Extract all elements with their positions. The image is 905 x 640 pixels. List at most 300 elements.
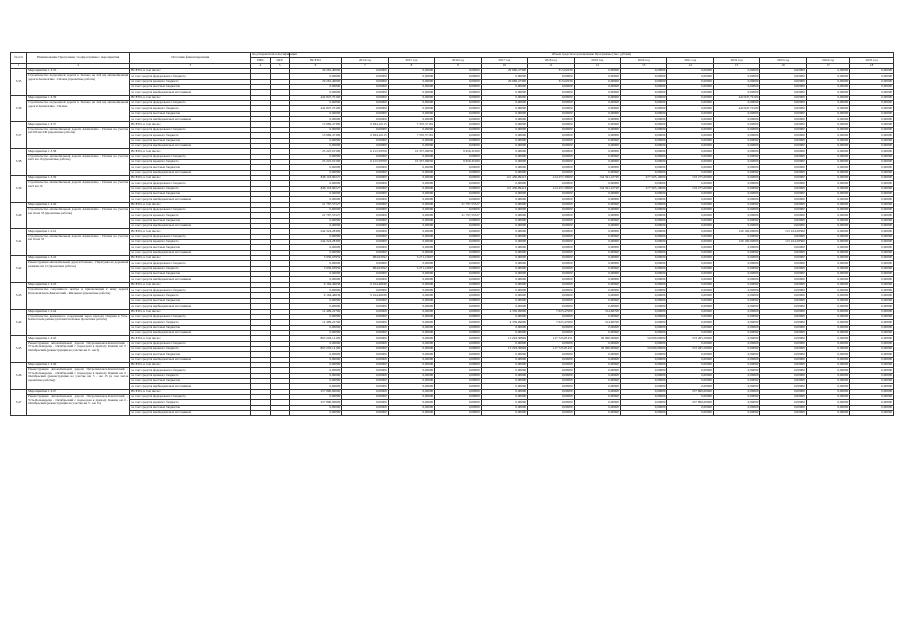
total-value: 0,00000 [289, 405, 342, 410]
year-value: 0,00000 [388, 288, 434, 293]
funding-source: за счет средств краевого бюджета [130, 266, 251, 271]
total-value: 0,00000 [289, 181, 342, 186]
funding-source: за счет средств федерального бюджета [130, 101, 251, 106]
year-value: 0,00000 [620, 288, 666, 293]
year-value: 0,00000 [481, 170, 527, 175]
header-year: 2014 год [342, 58, 388, 63]
year-value: 0,00000 [667, 234, 713, 239]
total-value: 0,00000 [289, 207, 342, 212]
year-value: 50 000,00000 [620, 346, 666, 351]
funding-source: за счет средств федерального бюджета [130, 74, 251, 79]
measure-title: Мероприятие 1.3.35 [27, 69, 130, 74]
year-value: 0,00000 [760, 127, 806, 132]
year-value: 0,00000 [760, 69, 806, 74]
year-value: 0,00000 [528, 234, 574, 239]
year-value: 0,00000 [435, 293, 481, 298]
year-value: 0,00000 [481, 378, 527, 383]
year-value: 0,00000 [667, 143, 713, 148]
header-source: Источник финансирования [130, 53, 251, 64]
year-value: 0,00000 [388, 411, 434, 416]
year-value: 0,00000 [620, 127, 666, 132]
year-value: 0,00000 [574, 341, 620, 346]
year-value: 0,00000 [850, 309, 894, 314]
year-value: 0,00000 [806, 175, 849, 180]
year-value: 0,00000 [528, 277, 574, 282]
year-value: 0,00000 [528, 218, 574, 223]
year-value: 0,00000 [388, 346, 434, 351]
year-value: 0,00000 [435, 288, 481, 293]
year-value: 0,00000 [481, 138, 527, 143]
year-value: 0,00000 [435, 373, 481, 378]
year-value: 0,00000 [342, 197, 388, 202]
funding-source: за счет средств федерального бюджета [130, 341, 251, 346]
total-value: 0,00000 [289, 304, 342, 309]
year-value: 0,00000 [620, 218, 666, 223]
year-value: 0,00000 [481, 159, 527, 164]
year-value: 0,00000 [713, 154, 759, 159]
year-value: 0,00000 [806, 272, 849, 277]
year-value: 0,00000 [713, 143, 759, 148]
year-value: 0,00000 [574, 165, 620, 170]
year-value: 0,00000 [850, 191, 894, 196]
year-value: 0,00000 [850, 346, 894, 351]
year-value: 0,00000 [342, 234, 388, 239]
year-value: 0,00000 [435, 411, 481, 416]
year-value: 0,00000 [435, 304, 481, 309]
year-value: 0,00000 [850, 117, 894, 122]
year-value: 0,00000 [667, 288, 713, 293]
measure-description: Реконструкция автомобильной дороги Петропавловск-Камчатский - Усть-Большерецк - Октябрьский с подъездом к причалу Кавичи км 0 - Октябрьский (реконструкция на участке км 0 - км 3) [27, 341, 130, 362]
measure-description: Строительство автомобильной дороги Апапелгино - Палана на участке км 200 км 240 (проектные работы) [27, 127, 130, 148]
total-value: 0,00000 [289, 224, 342, 229]
funding-source: за счет средств внебюджетных источников [130, 143, 251, 148]
year-value: 0,00000 [713, 352, 759, 357]
funding-source: за счет средств федерального бюджета [130, 395, 251, 400]
year-value: 0,00000 [850, 373, 894, 378]
year-value: 0,00000 [713, 341, 759, 346]
year-value: 0,00000 [806, 234, 849, 239]
year-value: 0,00000 [667, 362, 713, 367]
year-value: 257 890,00000 [667, 400, 713, 405]
year-value: 0,00000 [806, 240, 849, 245]
funding-source: ВСЕГО, в том числе: [130, 229, 251, 234]
year-value: 0,00000 [850, 357, 894, 362]
year-value: 0,00000 [713, 256, 759, 261]
total-value: 442 847,70100 [289, 95, 342, 100]
year-value: 0,00000 [620, 197, 666, 202]
year-value: 0,00000 [713, 400, 759, 405]
year-value: 0,00000 [342, 314, 388, 319]
total-value: 0,00000 [289, 378, 342, 383]
year-value: 0,00000 [435, 127, 481, 132]
year-value: 0,00000 [620, 106, 666, 111]
year-value: 5 271,10667 [388, 266, 434, 271]
column-number: 11 [528, 63, 574, 68]
year-value: 0,00000 [574, 395, 620, 400]
year-value: 0,00000 [620, 378, 666, 383]
year-value: 0,00000 [388, 325, 434, 330]
year-value: 0,00000 [850, 234, 894, 239]
year-value: 0,00000 [481, 95, 527, 100]
year-value: 0,00000 [574, 197, 620, 202]
year-value: 315,02030 [528, 69, 574, 74]
year-value: 6 634,10115 [342, 133, 388, 138]
year-value: 0,00000 [528, 165, 574, 170]
total-value: 29 281,40000 [289, 69, 342, 74]
year-value: 0,00000 [620, 143, 666, 148]
year-value: 0,00000 [620, 69, 666, 74]
total-value: 0,00000 [289, 245, 342, 250]
year-value: 0,00000 [574, 277, 620, 282]
total-value: 25 225,91500 [289, 159, 342, 164]
year-value: 0,00000 [620, 368, 666, 373]
kbk-cell [270, 411, 289, 416]
year-value: 0,00000 [574, 293, 620, 298]
year-value: 0,00000 [620, 149, 666, 154]
year-value: 0,00000 [713, 175, 759, 180]
year-value: 0,00000 [850, 250, 894, 255]
year-value: 0,00000 [574, 266, 620, 271]
total-value: 0,00000 [289, 395, 342, 400]
year-value: 0,00000 [528, 117, 574, 122]
year-value: 0,00000 [342, 240, 388, 245]
year-value: 0,00000 [760, 405, 806, 410]
year-value: 0,00000 [806, 362, 849, 367]
year-value: 0,00000 [806, 191, 849, 196]
year-value: 0,00000 [574, 159, 620, 164]
total-value: 0,00000 [289, 218, 342, 223]
year-value: 0,00000 [574, 325, 620, 330]
year-value: 0,00000 [528, 170, 574, 175]
year-value: 0,00000 [481, 288, 527, 293]
year-value: 0,00000 [528, 298, 574, 303]
year-value: 0,00000 [760, 181, 806, 186]
year-value: 0,00000 [342, 250, 388, 255]
column-number: 13 [620, 63, 666, 68]
year-value: 0,00000 [760, 309, 806, 314]
year-value: 0,00000 [713, 181, 759, 186]
total-value: 0,00000 [289, 368, 342, 373]
year-value: 0,00000 [388, 218, 434, 223]
year-value: 0,00000 [850, 320, 894, 325]
year-value: 0,00000 [850, 127, 894, 132]
header-year: 2018 год [528, 58, 574, 63]
year-value: 0,00000 [667, 411, 713, 416]
year-value: 0,00000 [435, 133, 481, 138]
total-value: 0,00000 [289, 85, 342, 90]
year-value: 0,00000 [713, 368, 759, 373]
year-value: 0,00000 [667, 165, 713, 170]
year-value: 0,00000 [342, 74, 388, 79]
funding-source: за счет средств федерального бюджета [130, 314, 251, 319]
year-value: 0,00000 [528, 229, 574, 234]
year-value: 0,00000 [528, 282, 574, 287]
year-value: 0,00000 [388, 95, 434, 100]
year-value: 0,00000 [760, 400, 806, 405]
year-value: 0,00000 [806, 197, 849, 202]
year-value: 0,00000 [713, 346, 759, 351]
year-value: 0,00000 [435, 170, 481, 175]
row-index: 3.45 [11, 336, 27, 363]
year-value: 572 265,56000 [667, 346, 713, 351]
year-value: 0,00000 [342, 336, 388, 341]
year-value: 0,00000 [806, 224, 849, 229]
year-value: 0,00000 [850, 352, 894, 357]
year-value: 0,00000 [481, 229, 527, 234]
year-value: 0,00000 [850, 256, 894, 261]
year-value: 0,00000 [528, 272, 574, 277]
year-value: 0,00000 [388, 336, 434, 341]
total-value: 0,00000 [289, 170, 342, 175]
year-value: 0,00000 [667, 325, 713, 330]
funding-source: за счет средств краевого бюджета [130, 106, 251, 111]
total-value: 0,00000 [289, 288, 342, 293]
year-value: 0,00000 [667, 320, 713, 325]
year-value: 0,00000 [435, 218, 481, 223]
year-value: 0,00000 [760, 245, 806, 250]
year-value: 29 966,47390 [481, 79, 527, 84]
total-value: 0,00000 [289, 362, 342, 367]
total-value: 0,00000 [289, 352, 342, 357]
year-value: 514,66700 [574, 309, 620, 314]
year-value: 0,00000 [850, 389, 894, 394]
year-value: 0,00000 [481, 191, 527, 196]
year-value: 129 100,00000 [713, 229, 759, 234]
year-value: 0,00000 [620, 282, 666, 287]
year-value: 0,00000 [435, 362, 481, 367]
total-value: 25 225,91500 [289, 149, 342, 154]
year-value: 0,00000 [667, 352, 713, 357]
year-value: 0,00000 [574, 373, 620, 378]
year-value: 0,00000 [850, 175, 894, 180]
year-value: 0,00000 [667, 384, 713, 389]
year-value: 0,00000 [481, 122, 527, 127]
year-value: 0,00000 [481, 74, 527, 79]
total-value: 257 890,00000 [289, 389, 342, 394]
year-value: 0,00000 [713, 405, 759, 410]
year-value: 0,00000 [342, 298, 388, 303]
funding-source: за счет средств федерального бюджета [130, 288, 251, 293]
column-number: 2 [27, 63, 130, 68]
year-value: 4 359,09000 [481, 320, 527, 325]
row-index: 3.38 [11, 149, 27, 176]
year-value: 0,00000 [667, 309, 713, 314]
year-value: 0,00000 [342, 170, 388, 175]
column-number: 7 [342, 63, 388, 68]
year-value: 0,00000 [435, 400, 481, 405]
year-value: 134 591,10795 [574, 186, 620, 191]
column-number: 14 [667, 63, 713, 68]
column-number: 15 [713, 63, 759, 68]
year-value: 0,00000 [435, 207, 481, 212]
year-value: 0,00000 [342, 181, 388, 186]
year-value: 0,00000 [760, 373, 806, 378]
year-value: 0,00000 [806, 325, 849, 330]
funding-source: за счет средств местных бюджетов [130, 352, 251, 357]
year-value: 0,00000 [620, 213, 666, 218]
year-value: 0,00000 [760, 159, 806, 164]
year-value: 0,00000 [760, 330, 806, 335]
year-value: 0,00000 [806, 154, 849, 159]
year-value: 0,00000 [342, 218, 388, 223]
year-value: 0,00000 [388, 357, 434, 362]
year-value: 0,00000 [806, 186, 849, 191]
year-value: 0,00000 [850, 325, 894, 330]
year-value: 0,00000 [574, 314, 620, 319]
total-value: 13 969,47390 [289, 122, 342, 127]
year-value: 0,00000 [574, 240, 620, 245]
year-value: 0,00000 [388, 202, 434, 207]
year-value: 0,00000 [806, 288, 849, 293]
year-value: 0,00000 [806, 304, 849, 309]
year-value: 0,00000 [850, 272, 894, 277]
year-value: 0,00000 [388, 330, 434, 335]
year-value: 0,00000 [667, 266, 713, 271]
budget-table-sheet [10, 52, 894, 416]
year-value: 0,00000 [342, 224, 388, 229]
measure-title: Мероприятие 1.3.40 [27, 202, 130, 207]
year-value: 0,00000 [388, 191, 434, 196]
year-value: 0,00000 [574, 357, 620, 362]
year-value: 0,00000 [760, 90, 806, 95]
year-value: 0,00000 [713, 373, 759, 378]
year-value: 0,00000 [713, 314, 759, 319]
year-value: 0,00000 [481, 245, 527, 250]
year-value: 50 000,00000 [574, 346, 620, 351]
total-value: 0,00000 [289, 165, 342, 170]
year-value: 0,00000 [806, 384, 849, 389]
year-value: 0,00000 [574, 288, 620, 293]
year-value: 0,00000 [342, 90, 388, 95]
year-value: 0,00000 [806, 373, 849, 378]
total-value: 257 890,00000 [289, 400, 342, 405]
year-value: 0,00000 [713, 395, 759, 400]
year-value: 0,00000 [342, 106, 388, 111]
funding-source: за счет средств местных бюджетов [130, 378, 251, 383]
year-value: 0,00000 [435, 224, 481, 229]
year-value: 0,00000 [342, 175, 388, 180]
year-value: 0,00000 [667, 79, 713, 84]
measure-description: Строительство автомобильной дороги Апапелгино - Палана на участке км 0 км 16 [27, 181, 130, 202]
year-value: 0,00000 [435, 143, 481, 148]
total-value: 0,00000 [289, 341, 342, 346]
funding-source: за счет средств федерального бюджета [130, 207, 251, 212]
total-value: 0,00000 [289, 357, 342, 362]
year-value: 0,00000 [481, 224, 527, 229]
total-value: 0,00000 [289, 234, 342, 239]
total-value: 848 118,90227 [289, 175, 342, 180]
year-value: 0,00000 [574, 95, 620, 100]
year-value: 0,00000 [388, 282, 434, 287]
funding-source: за счет средств местных бюджетов [130, 298, 251, 303]
total-value: 0,00000 [289, 373, 342, 378]
year-value: 0,00000 [713, 224, 759, 229]
total-value: 0,00000 [289, 261, 342, 266]
year-value: 0,00000 [574, 149, 620, 154]
table-body [11, 69, 894, 416]
year-value: 0,00000 [760, 357, 806, 362]
year-value: 21 797,55527 [435, 202, 481, 207]
year-value: 0,00000 [620, 298, 666, 303]
year-value: 0,00000 [713, 149, 759, 154]
year-value: 0,00000 [713, 191, 759, 196]
year-value: 0,00000 [342, 186, 388, 191]
year-value: 0,00000 [806, 330, 849, 335]
year-value: 0,00000 [713, 277, 759, 282]
year-value: 0,00000 [435, 272, 481, 277]
year-value: 13 203,30849 [481, 336, 527, 341]
year-value: 0,00000 [528, 143, 574, 148]
measure-description: Строительство временного сооружения через протоку Озерная в Усть-Камчатском районе (вспомогательные проектные работы) [27, 314, 130, 335]
year-value: 0,00000 [760, 79, 806, 84]
year-value: 0,00000 [435, 117, 481, 122]
year-value: 0,00000 [667, 117, 713, 122]
year-value: 0,00000 [435, 282, 481, 287]
year-value: 0,00000 [620, 159, 666, 164]
year-value: 0,00000 [481, 261, 527, 266]
year-value: 0,00000 [667, 373, 713, 378]
year-value: 0,00000 [388, 378, 434, 383]
year-value: 442 847,70100 [713, 106, 759, 111]
year-value: 0,00000 [667, 395, 713, 400]
year-value: 0,00000 [806, 133, 849, 138]
year-value: 0,00000 [528, 191, 574, 196]
year-value: 0,00000 [528, 411, 574, 416]
year-value: 0,00000 [620, 202, 666, 207]
year-value: 0,00000 [713, 250, 759, 255]
year-value: 0,00000 [760, 256, 806, 261]
year-value: 0,00000 [388, 85, 434, 90]
year-value: 0,00000 [528, 127, 574, 132]
year-value: 0,00000 [528, 250, 574, 255]
header-kbk: Код бюджетной классификации [252, 52, 297, 57]
funding-source: за счет средств внебюджетных источников [130, 277, 251, 282]
year-value: 0,00000 [388, 165, 434, 170]
year-value: 0,00000 [574, 218, 620, 223]
year-value: 0,00000 [481, 197, 527, 202]
year-value: 0,00000 [435, 330, 481, 335]
year-value: 0,00000 [481, 314, 527, 319]
year-value: 0,00000 [850, 245, 894, 250]
year-value: 0,00000 [620, 373, 666, 378]
year-value: 4 359,09000 [481, 309, 527, 314]
row-index: 3.47 [11, 389, 27, 416]
year-value: 0,00000 [528, 395, 574, 400]
year-value: 0,00000 [620, 240, 666, 245]
year-value: 0,00000 [667, 368, 713, 373]
year-value: 0,00000 [760, 389, 806, 394]
year-value: 0,00000 [388, 352, 434, 357]
year-value: 0,00000 [574, 400, 620, 405]
total-value: 0,00000 [289, 272, 342, 277]
year-value: 0,00000 [760, 304, 806, 309]
year-value: 0,00000 [667, 133, 713, 138]
year-value: 0,00000 [342, 117, 388, 122]
year-value: 0,00000 [713, 389, 759, 394]
year-value: 0,00000 [342, 202, 388, 207]
year-value: 684,93292 [342, 266, 388, 271]
year-value: 0,00000 [435, 154, 481, 159]
year-value: 0,00000 [713, 309, 759, 314]
year-value: 0,00000 [388, 186, 434, 191]
year-value: 0,00000 [481, 165, 527, 170]
year-value: 0,00000 [388, 389, 434, 394]
funding-source: за счет средств местных бюджетов [130, 405, 251, 410]
year-value: 0,00000 [760, 282, 806, 287]
year-value: 0,00000 [388, 245, 434, 250]
year-value: 0,00000 [388, 101, 434, 106]
year-value: 0,00000 [713, 378, 759, 383]
